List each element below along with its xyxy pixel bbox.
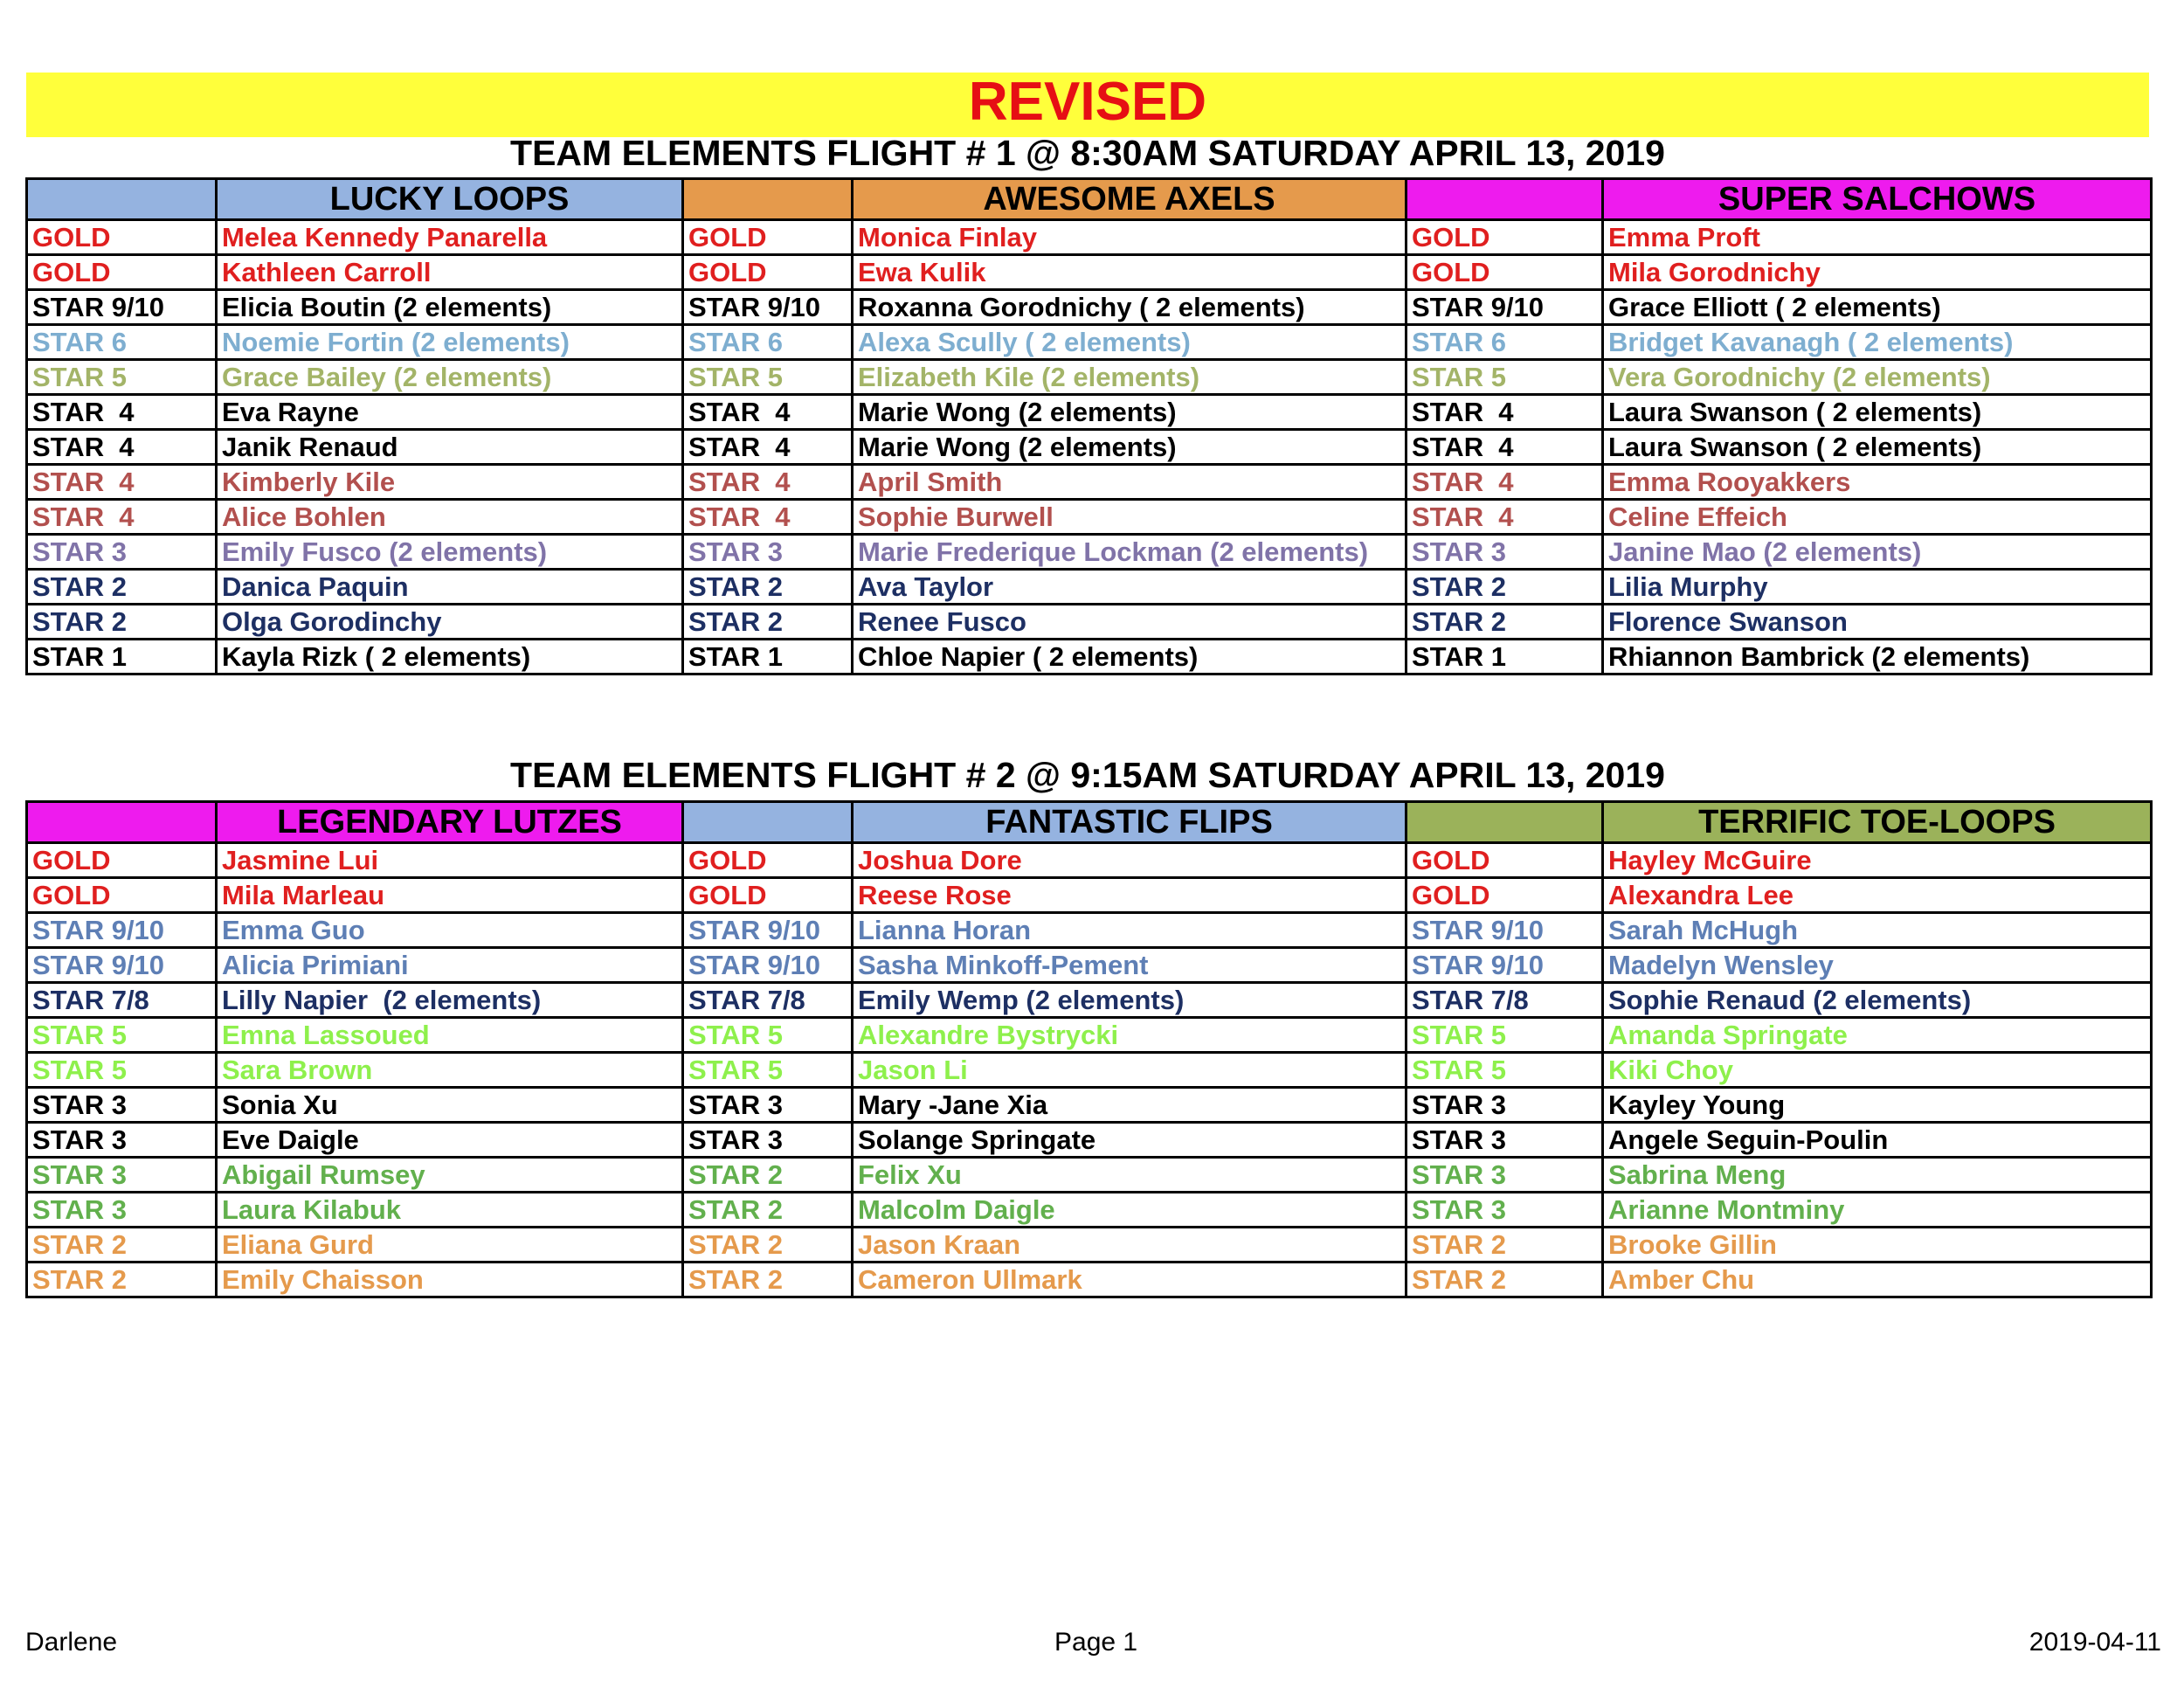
flight1-team-header-row [27, 179, 2152, 220]
skater-cell: Alice Bohlen [217, 500, 683, 535]
level-cell: STAR 9/10 [1406, 290, 1603, 325]
level-cell: STAR 5 [1406, 1018, 1603, 1053]
level-cell: STAR 3 [1406, 1193, 1603, 1228]
skater-cell: Kimberly Kile [217, 465, 683, 500]
level-cell: STAR 3 [683, 1123, 853, 1158]
skater-cell: Danica Paquin [217, 570, 683, 605]
level-cell: STAR 5 [683, 1018, 853, 1053]
skater-cell: Olga Gorodinchy [217, 605, 683, 640]
table-row [27, 500, 2152, 535]
skater-cell: Lianna Horan [853, 913, 1406, 948]
team-name: LEGENDARY LUTZES [217, 802, 683, 843]
level-cell: STAR 7/8 [1406, 983, 1603, 1018]
level-cell: STAR 3 [27, 1123, 217, 1158]
skater-cell: Joshua Dore [853, 843, 1406, 878]
level-cell: STAR 4 [1406, 430, 1603, 465]
flight2-team-header-row [27, 802, 2152, 843]
skater-cell: Madelyn Wensley [1603, 948, 2152, 983]
skater-cell: Kayla Rizk ( 2 elements) [217, 640, 683, 675]
skater-cell: Florence Swanson [1603, 605, 2152, 640]
level-cell: GOLD [1406, 220, 1603, 255]
table-row [27, 325, 2152, 360]
table-row [27, 220, 2152, 255]
skater-cell: Reese Rose [853, 878, 1406, 913]
table-row [27, 843, 2152, 878]
skater-cell: Alexa Scully ( 2 elements) [853, 325, 1406, 360]
skater-cell: Sasha Minkoff-Pement [853, 948, 1406, 983]
flight2-table [25, 800, 2153, 1298]
skater-cell: Kayley Young [1603, 1088, 2152, 1123]
level-cell: GOLD [683, 878, 853, 913]
level-cell: STAR 2 [683, 1263, 853, 1297]
level-cell: STAR 3 [27, 535, 217, 570]
skater-cell: Alexandra Lee [1603, 878, 2152, 913]
level-cell: STAR 4 [683, 465, 853, 500]
level-cell: STAR 3 [683, 1088, 853, 1123]
team-color-swatch [27, 802, 217, 843]
skater-cell: Eva Rayne [217, 395, 683, 430]
skater-cell: Amanda Springate [1603, 1018, 2152, 1053]
team-name: TERRIFIC TOE-LOOPS [1603, 802, 2152, 843]
skater-cell: Arianne Montminy [1603, 1193, 2152, 1228]
footer-author: Darlene [25, 1628, 118, 1657]
level-cell: STAR 2 [683, 1193, 853, 1228]
flight1-table [25, 177, 2153, 675]
skater-cell: Emna Lassoued [217, 1018, 683, 1053]
team-name: SUPER SALCHOWS [1603, 179, 2152, 220]
level-cell: STAR 4 [683, 430, 853, 465]
level-cell: STAR 9/10 [683, 290, 853, 325]
level-cell: STAR 6 [1406, 325, 1603, 360]
table-row [27, 360, 2152, 395]
skater-cell: Lilia Murphy [1603, 570, 2152, 605]
level-cell: GOLD [1406, 255, 1603, 290]
table-row [27, 1053, 2152, 1088]
table-row [27, 1263, 2152, 1297]
team-name: LUCKY LOOPS [217, 179, 683, 220]
level-cell: STAR 5 [683, 1053, 853, 1088]
level-cell: STAR 9/10 [27, 948, 217, 983]
level-cell: STAR 9/10 [1406, 948, 1603, 983]
skater-cell: Jason Li [853, 1053, 1406, 1088]
level-cell: STAR 4 [27, 430, 217, 465]
flight2-title: TEAM ELEMENTS FLIGHT # 2 @ 9:15AM SATURDAY APRIL 13, 2019 [510, 755, 1665, 795]
level-cell: STAR 9/10 [1406, 913, 1603, 948]
team-color-swatch [683, 802, 853, 843]
level-cell: STAR 2 [27, 570, 217, 605]
level-cell: STAR 5 [27, 1018, 217, 1053]
skater-cell: Jason Kraan [853, 1228, 1406, 1263]
skater-cell: Mary -Jane Xia [853, 1088, 1406, 1123]
skater-cell: Bridget Kavanagh ( 2 elements) [1603, 325, 2152, 360]
skater-cell: Abigail Rumsey [217, 1158, 683, 1193]
level-cell: STAR 9/10 [27, 913, 217, 948]
level-cell: GOLD [1406, 843, 1603, 878]
skater-cell: Ewa Kulik [853, 255, 1406, 290]
level-cell: GOLD [1406, 878, 1603, 913]
level-cell: STAR 9/10 [683, 913, 853, 948]
level-cell: GOLD [683, 843, 853, 878]
level-cell: STAR 4 [27, 465, 217, 500]
footer-date: 2019-04-11 [2028, 1628, 2161, 1657]
footer-page-number: Page 1 [1054, 1628, 1138, 1657]
skater-cell: Brooke Gillin [1603, 1228, 2152, 1263]
level-cell: STAR 2 [1406, 570, 1603, 605]
skater-cell: Mila Gorodnichy [1603, 255, 2152, 290]
skater-cell: Amber Chu [1603, 1263, 2152, 1297]
level-cell: GOLD [683, 255, 853, 290]
table-row [27, 640, 2152, 675]
level-cell: STAR 3 [1406, 535, 1603, 570]
table-row [27, 878, 2152, 913]
skater-cell: Elizabeth Kile (2 elements) [853, 360, 1406, 395]
skater-cell: Jasmine Lui [217, 843, 683, 878]
level-cell: STAR 7/8 [683, 983, 853, 1018]
level-cell: STAR 1 [1406, 640, 1603, 675]
table-row [27, 290, 2152, 325]
skater-cell: Malcolm Daigle [853, 1193, 1406, 1228]
skater-cell: Vera Gorodnichy (2 elements) [1603, 360, 2152, 395]
skater-cell: Kathleen Carroll [217, 255, 683, 290]
skater-cell: Emma Rooyakkers [1603, 465, 2152, 500]
level-cell: GOLD [27, 843, 217, 878]
table-row [27, 535, 2152, 570]
skater-cell: Eliana Gurd [217, 1228, 683, 1263]
skater-cell: Laura Swanson ( 2 elements) [1603, 395, 2152, 430]
skater-cell: Laura Swanson ( 2 elements) [1603, 430, 2152, 465]
skater-cell: Felix Xu [853, 1158, 1406, 1193]
skater-cell: Janine Mao (2 elements) [1603, 535, 2152, 570]
skater-cell: Eve Daigle [217, 1123, 683, 1158]
skater-cell: Emma Proft [1603, 220, 2152, 255]
skater-cell: Laura Kilabuk [217, 1193, 683, 1228]
skater-cell: Grace Elliott ( 2 elements) [1603, 290, 2152, 325]
level-cell: STAR 4 [27, 395, 217, 430]
skater-cell: Kiki Choy [1603, 1053, 2152, 1088]
level-cell: STAR 3 [27, 1193, 217, 1228]
table-row [27, 430, 2152, 465]
skater-cell: April Smith [853, 465, 1406, 500]
skater-cell: Emily Chaisson [217, 1263, 683, 1297]
level-cell: STAR 4 [1406, 395, 1603, 430]
level-cell: STAR 2 [27, 605, 217, 640]
table-row [27, 1123, 2152, 1158]
skater-cell: Marie Frederique Lockman (2 elements) [853, 535, 1406, 570]
skater-cell: Ava Taylor [853, 570, 1406, 605]
skater-cell: Rhiannon Bambrick (2 elements) [1603, 640, 2152, 675]
skater-cell: Solange Springate [853, 1123, 1406, 1158]
skater-cell: Grace Bailey (2 elements) [217, 360, 683, 395]
table-row [27, 1228, 2152, 1263]
level-cell: STAR 1 [27, 640, 217, 675]
skater-cell: Angele Seguin-Poulin [1603, 1123, 2152, 1158]
level-cell: STAR 2 [27, 1228, 217, 1263]
skater-cell: Sabrina Meng [1603, 1158, 2152, 1193]
level-cell: STAR 5 [27, 1053, 217, 1088]
skater-cell: Sara Brown [217, 1053, 683, 1088]
skater-cell: Emily Wemp (2 elements) [853, 983, 1406, 1018]
level-cell: STAR 3 [27, 1158, 217, 1193]
team-name: AWESOME AXELS [853, 179, 1406, 220]
skater-cell: Lilly Napier (2 elements) [217, 983, 683, 1018]
level-cell: STAR 5 [27, 360, 217, 395]
skater-cell: Janik Renaud [217, 430, 683, 465]
skater-cell: Sonia Xu [217, 1088, 683, 1123]
level-cell: STAR 2 [1406, 605, 1603, 640]
skater-cell: Alicia Primiani [217, 948, 683, 983]
table-row [27, 1088, 2152, 1123]
level-cell: STAR 3 [1406, 1088, 1603, 1123]
table-row [27, 913, 2152, 948]
skater-cell: Sarah McHugh [1603, 913, 2152, 948]
skater-cell: Sophie Renaud (2 elements) [1603, 983, 2152, 1018]
level-cell: GOLD [27, 255, 217, 290]
level-cell: STAR 3 [1406, 1123, 1603, 1158]
level-cell: STAR 2 [683, 1158, 853, 1193]
skater-cell: Alexandre Bystrycki [853, 1018, 1406, 1053]
skater-cell: Celine Effeich [1603, 500, 2152, 535]
level-cell: STAR 2 [1406, 1263, 1603, 1297]
team-name: FANTASTIC FLIPS [853, 802, 1406, 843]
level-cell: STAR 2 [27, 1263, 217, 1297]
table-row [27, 1193, 2152, 1228]
level-cell: STAR 7/8 [27, 983, 217, 1018]
table-row [27, 605, 2152, 640]
level-cell: STAR 3 [27, 1088, 217, 1123]
skater-cell: Renee Fusco [853, 605, 1406, 640]
level-cell: STAR 2 [683, 570, 853, 605]
flight1-title: TEAM ELEMENTS FLIGHT # 1 @ 8:30AM SATURDAY APRIL 13, 2019 [510, 133, 1665, 173]
skater-cell: Emma Guo [217, 913, 683, 948]
table-row [27, 570, 2152, 605]
level-cell: STAR 5 [1406, 360, 1603, 395]
skater-cell: Monica Finlay [853, 220, 1406, 255]
level-cell: GOLD [27, 878, 217, 913]
skater-cell: Hayley McGuire [1603, 843, 2152, 878]
level-cell: STAR 4 [1406, 500, 1603, 535]
table-row [27, 1018, 2152, 1053]
skater-cell: Marie Wong (2 elements) [853, 395, 1406, 430]
skater-cell: Mila Marleau [217, 878, 683, 913]
level-cell: STAR 9/10 [27, 290, 217, 325]
level-cell: STAR 2 [683, 605, 853, 640]
level-cell: STAR 2 [1406, 1228, 1603, 1263]
skater-cell: Noemie Fortin (2 elements) [217, 325, 683, 360]
level-cell: STAR 4 [1406, 465, 1603, 500]
team-color-swatch [1406, 179, 1603, 220]
level-cell: STAR 5 [683, 360, 853, 395]
team-color-swatch [1406, 802, 1603, 843]
level-cell: STAR 6 [27, 325, 217, 360]
revised-heading: REVISED [968, 72, 1207, 132]
team-color-swatch [683, 179, 853, 220]
skater-cell: Cameron Ullmark [853, 1263, 1406, 1297]
table-row [27, 465, 2152, 500]
level-cell: STAR 6 [683, 325, 853, 360]
skater-cell: Roxanna Gorodnichy ( 2 elements) [853, 290, 1406, 325]
table-row [27, 983, 2152, 1018]
skater-cell: Chloe Napier ( 2 elements) [853, 640, 1406, 675]
skater-cell: Elicia Boutin (2 elements) [217, 290, 683, 325]
level-cell: STAR 5 [1406, 1053, 1603, 1088]
table-row [27, 395, 2152, 430]
skater-cell: Melea Kennedy Panarella [217, 220, 683, 255]
skater-cell: Emily Fusco (2 elements) [217, 535, 683, 570]
level-cell: STAR 3 [1406, 1158, 1603, 1193]
team-color-swatch [27, 179, 217, 220]
table-row [27, 255, 2152, 290]
level-cell: STAR 1 [683, 640, 853, 675]
table-row [27, 948, 2152, 983]
level-cell: STAR 4 [683, 395, 853, 430]
level-cell: GOLD [683, 220, 853, 255]
level-cell: STAR 3 [683, 535, 853, 570]
level-cell: STAR 2 [683, 1228, 853, 1263]
level-cell: STAR 9/10 [683, 948, 853, 983]
skater-cell: Marie Wong (2 elements) [853, 430, 1406, 465]
level-cell: STAR 4 [683, 500, 853, 535]
table-row [27, 1158, 2152, 1193]
level-cell: GOLD [27, 220, 217, 255]
level-cell: STAR 4 [27, 500, 217, 535]
skater-cell: Sophie Burwell [853, 500, 1406, 535]
